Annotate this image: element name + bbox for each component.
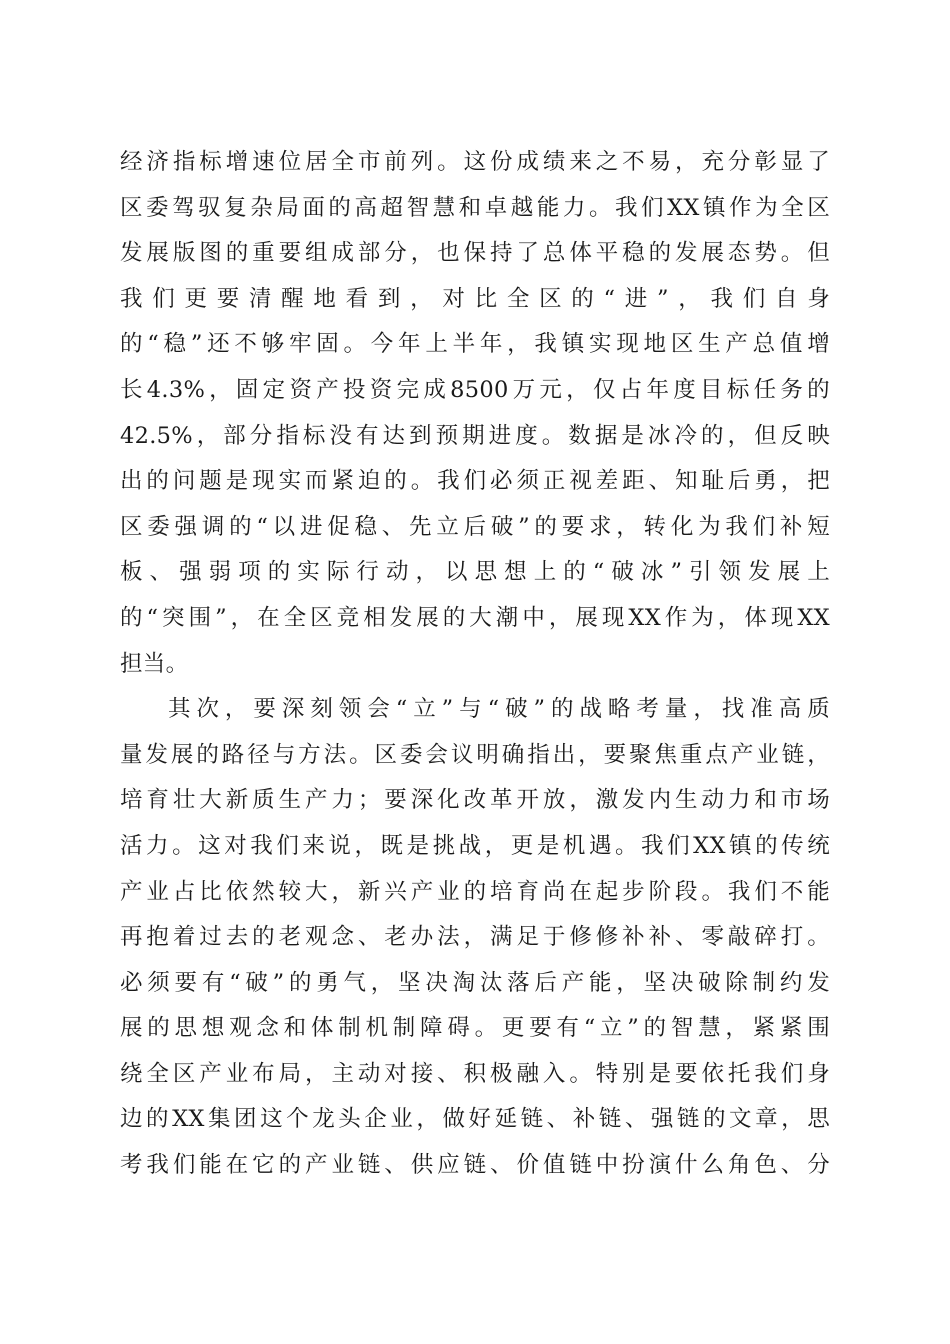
text-line: 的“稳”还不够牢固。今年上半年，我镇实现地区生产总值增 — [120, 331, 830, 358]
text-line: 担当。 — [120, 650, 189, 677]
text-line: 42.5%，部分指标没有达到预期进度。数据是冰冷的，但反映 — [120, 422, 830, 449]
text-line: 板、强弱项的实际行动，以思想上的“破冰”引领发展上 — [120, 559, 830, 586]
paragraph-2 — [120, 687, 830, 1189]
text-line: 我们更要清醒地看到，对比全区的“进”，我们自身 — [120, 285, 830, 312]
text-line: 区委强调的“以进促稳、先立后破”的要求，转化为我们补短 — [120, 513, 830, 540]
text-line: 长4.3%，固定资产投资完成8500万元，仅占年度目标任务的 — [120, 376, 830, 403]
text-line: 的“突围”，在全区竞相发展的大潮中，展现XX作为，体现XX — [120, 604, 830, 631]
paragraph-1 — [120, 140, 830, 687]
text-line: 产业占比依然较大，新兴产业的培育尚在起步阶段。我们不能 — [120, 878, 830, 905]
text-line: 培育壮大新质生产力；要深化改革开放，激发内生动力和市场 — [120, 787, 830, 814]
text-line: 展的思想观念和体制机制障碍。更要有“立”的智慧，紧紧围 — [120, 1015, 830, 1042]
text-line: 绕全区产业布局，主动对接、积极融入。特别是要依托我们身 — [120, 1060, 830, 1087]
text-line: 经济指标增速位居全市前列。这份成绩来之不易，充分彰显了 — [120, 149, 830, 175]
text-line: 再抱着过去的老观念、老办法，满足于修修补补、零敲碎打。 — [120, 924, 830, 951]
text-line: 区委驾驭复杂局面的高超智慧和卓越能力。我们XX镇作为全区 — [120, 194, 830, 221]
text-line: 活力。这对我们来说，既是挑战，更是机遇。我们XX镇的传统 — [120, 832, 830, 859]
body-text — [120, 140, 830, 1189]
text-line: 边的XX集团这个龙头企业，做好延链、补链、强链的文章，思 — [120, 1106, 830, 1133]
text-line: 考我们能在它的产业链、供应链、价值链中扮演什么角色、分 — [120, 1152, 830, 1179]
text-line: 量发展的路径与方法。区委会议明确指出，要聚焦重点产业链， — [120, 741, 830, 768]
text-line: 出的问题是现实而紧迫的。我们必须正视差距、知耻后勇，把 — [120, 468, 830, 495]
text-line: 其次，要深刻领会“立”与“破”的战略考量，找准高质 — [168, 696, 830, 723]
text-line: 发展版图的重要组成部分，也保持了总体平稳的发展态势。但 — [120, 240, 830, 267]
text-line: 必须要有“破”的勇气，坚决淘汰落后产能，坚决破除制约发 — [120, 969, 830, 996]
